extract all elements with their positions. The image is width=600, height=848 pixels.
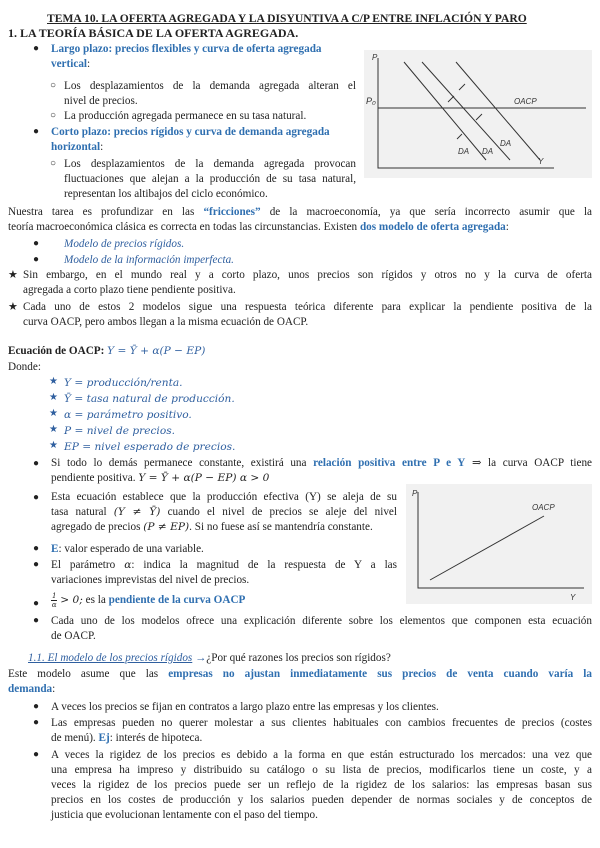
frictions-paragraph: Nuestra tarea es profundizar en las “fricciones” de la macroeconomía, ya que sería incorrecto asumir que la teoría macroeconómica clásica es correcta en todas las circunstancias. Existen dos modelo de oferta agregada: bbox=[8, 206, 593, 233]
star-icon: ★ bbox=[8, 269, 18, 281]
reason-market-structure: A veces la rigidez de los precios es debido a la forma en que están estructurado los mercados: una vez que una empresa ha impreso y distribuido su catálogo o su lista de precios, modificarlos tiene un coste, y a veces la rigidez de los precios puede ser un reflejo de la rigidez de los salarios: las empresas basan sus precios en los costes de producción y los salarios pueden depender de normas sociales y de conceptos de justicia que evolucionan lentamente con el paso del tiempo. bbox=[51, 749, 592, 821]
star-note-1: Sin embargo, en el mundo real y a corto plazo, unos precios son rígidos y otros no y la curva de oferta agregada a corto plazo tiene pendiente positiva. bbox=[23, 269, 592, 296]
bullet-icon: ● bbox=[33, 126, 40, 137]
star-icon: ★ bbox=[49, 392, 58, 403]
shift-arrows bbox=[448, 84, 482, 139]
def-ep: EP = nivel esperado de precios. bbox=[64, 441, 236, 453]
p-axis-label: P bbox=[372, 53, 378, 62]
p0-label: P₀ bbox=[366, 96, 376, 106]
equation-heading: Ecuación de OACP: Y = Ȳ + α(P − EP) bbox=[8, 345, 206, 357]
oacp-label: OACP bbox=[532, 503, 555, 512]
positive-relation-text: Si todo lo demás permanece constante, existirá una relación positiva entre P e Y ⇒ la curva OACP tiene pendiente positiva. Y = Ȳ + α(P − EP) α > 0 bbox=[51, 457, 593, 484]
short-run-heading: Corto plazo: precios rígidos y curva de demanda agregada horizontal: bbox=[51, 126, 330, 153]
bullet-icon: ● bbox=[33, 701, 40, 712]
models-explanation-text: Cada uno de los modelos ofrece una explicación diferente sobre los elementos que componen esta ecuación de OACP. bbox=[51, 615, 592, 642]
sub-bullet-icon: ○ bbox=[50, 110, 57, 121]
bullet-icon: ● bbox=[33, 458, 40, 469]
sub-bullet-icon: ○ bbox=[50, 80, 57, 91]
da-label-1: DA bbox=[458, 147, 470, 156]
da-line-3 bbox=[456, 62, 540, 160]
da-line-2 bbox=[422, 62, 510, 160]
bullet-icon: ● bbox=[33, 717, 40, 728]
page-title: TEMA 10. LA OFERTA AGREGADA Y LA DISYUNTIVA A C/P ENTRE INFLACIÓN Y PARO bbox=[47, 12, 527, 25]
bullet-icon: ● bbox=[33, 615, 40, 626]
subsection-heading: 1.1. El modelo de los precios rígidos →¿Por qué razones los precios son rígidos? bbox=[28, 652, 391, 664]
da-line-1 bbox=[404, 62, 486, 160]
oacp-line bbox=[430, 516, 544, 580]
short-run-shift-text: Los desplazamientos de la demanda agregada provocan fluctuaciones que alejan a la producción de su tasa natural, representan los altibajos del ciclo económico. bbox=[64, 158, 356, 200]
def-ybar: Ȳ = tasa natural de producción. bbox=[64, 393, 235, 405]
star-icon: ★ bbox=[49, 408, 58, 419]
def-y: Y = producción/renta. bbox=[64, 377, 183, 389]
model-imperfect-info: Modelo de la información imperfecta. bbox=[64, 254, 234, 266]
sticky-model-intro: Este modelo asume que las empresas no ajustan inmediatamente sus precios de venta cuando varía la demanda: bbox=[8, 668, 592, 695]
p-axis-label: P bbox=[412, 489, 418, 498]
equation-meaning-text: Esta ecuación establece que la producción efectiva (Y) se aleja de su tasa natural (Y ≠ Ȳ) cuando el nivel de precios se aleje del nivel agregado de precios (P ≠ EP). Si no fuese así se mantendría constante. bbox=[51, 491, 397, 533]
aggregate-supply-demand-graph bbox=[364, 50, 592, 178]
donde-label: Donde: bbox=[8, 361, 41, 373]
star-icon: ★ bbox=[49, 424, 58, 435]
long-run-output-text: La producción agregada permanece en su tasa natural. bbox=[64, 110, 307, 122]
bullet-icon: ● bbox=[33, 254, 40, 265]
reason-menu-costs: Las empresas pueden no querer molestar a sus clientes habituales con cambios frecuentes de precios (costes de menú). Ej: interés de hipoteca. bbox=[51, 717, 592, 744]
y-axis-label: Y bbox=[570, 593, 576, 602]
star-icon: ★ bbox=[49, 376, 58, 387]
reason-contracts: A veces los precios se fijan en contratos a largo plazo entre las empresas y los clientes. bbox=[51, 701, 439, 713]
star-icon: ★ bbox=[49, 440, 58, 451]
def-alpha: α = parámetro positivo. bbox=[64, 409, 192, 421]
bullet-icon: ● bbox=[33, 543, 40, 554]
expected-value-text: E: valor esperado de una variable. bbox=[51, 543, 204, 555]
y-axis-label: Y bbox=[538, 157, 544, 166]
alpha-parameter-text: El parámetro α: indica la magnitud de la respuesta de Y a las variaciones imprevistas del nivel de precios. bbox=[51, 559, 397, 586]
da-label-2: DA bbox=[482, 147, 494, 156]
long-run-shift-text: Los desplazamientos de la demanda agregada alteran el nivel de precios. bbox=[64, 80, 356, 107]
bullet-icon: ● bbox=[33, 749, 40, 760]
da-label-3: DA bbox=[500, 139, 512, 148]
oacp-label: OACP bbox=[514, 97, 537, 106]
bullet-icon: ● bbox=[33, 598, 40, 609]
def-p: P = nivel de precios. bbox=[64, 425, 175, 437]
slope-text: $\frac{1}{\alpha}$ > 0; es la pendiente de la curva OACP bbox=[51, 592, 246, 609]
star-icon: ★ bbox=[8, 301, 18, 313]
bullet-icon: ● bbox=[33, 238, 40, 249]
bullet-icon: ● bbox=[33, 43, 40, 54]
model-sticky-prices: Modelo de precios rígidos. bbox=[64, 238, 185, 250]
long-run-heading: Largo plazo: precios flexibles y curva de oferta agregada vertical: bbox=[51, 43, 322, 70]
section-heading: 1. LA TEORÍA BÁSICA DE LA OFERTA AGREGADA. bbox=[8, 26, 299, 40]
sub-bullet-icon: ○ bbox=[50, 158, 57, 169]
oacp-slope-graph bbox=[406, 484, 592, 604]
bullet-icon: ● bbox=[33, 559, 40, 570]
bullet-icon: ● bbox=[33, 492, 40, 503]
star-note-2: Cada uno de estos 2 modelos sigue una respuesta teórica diferente para explicar la pendiente positiva de la curva OACP, pero ambos llegan a la misma ecuación de OACP. bbox=[23, 301, 592, 328]
